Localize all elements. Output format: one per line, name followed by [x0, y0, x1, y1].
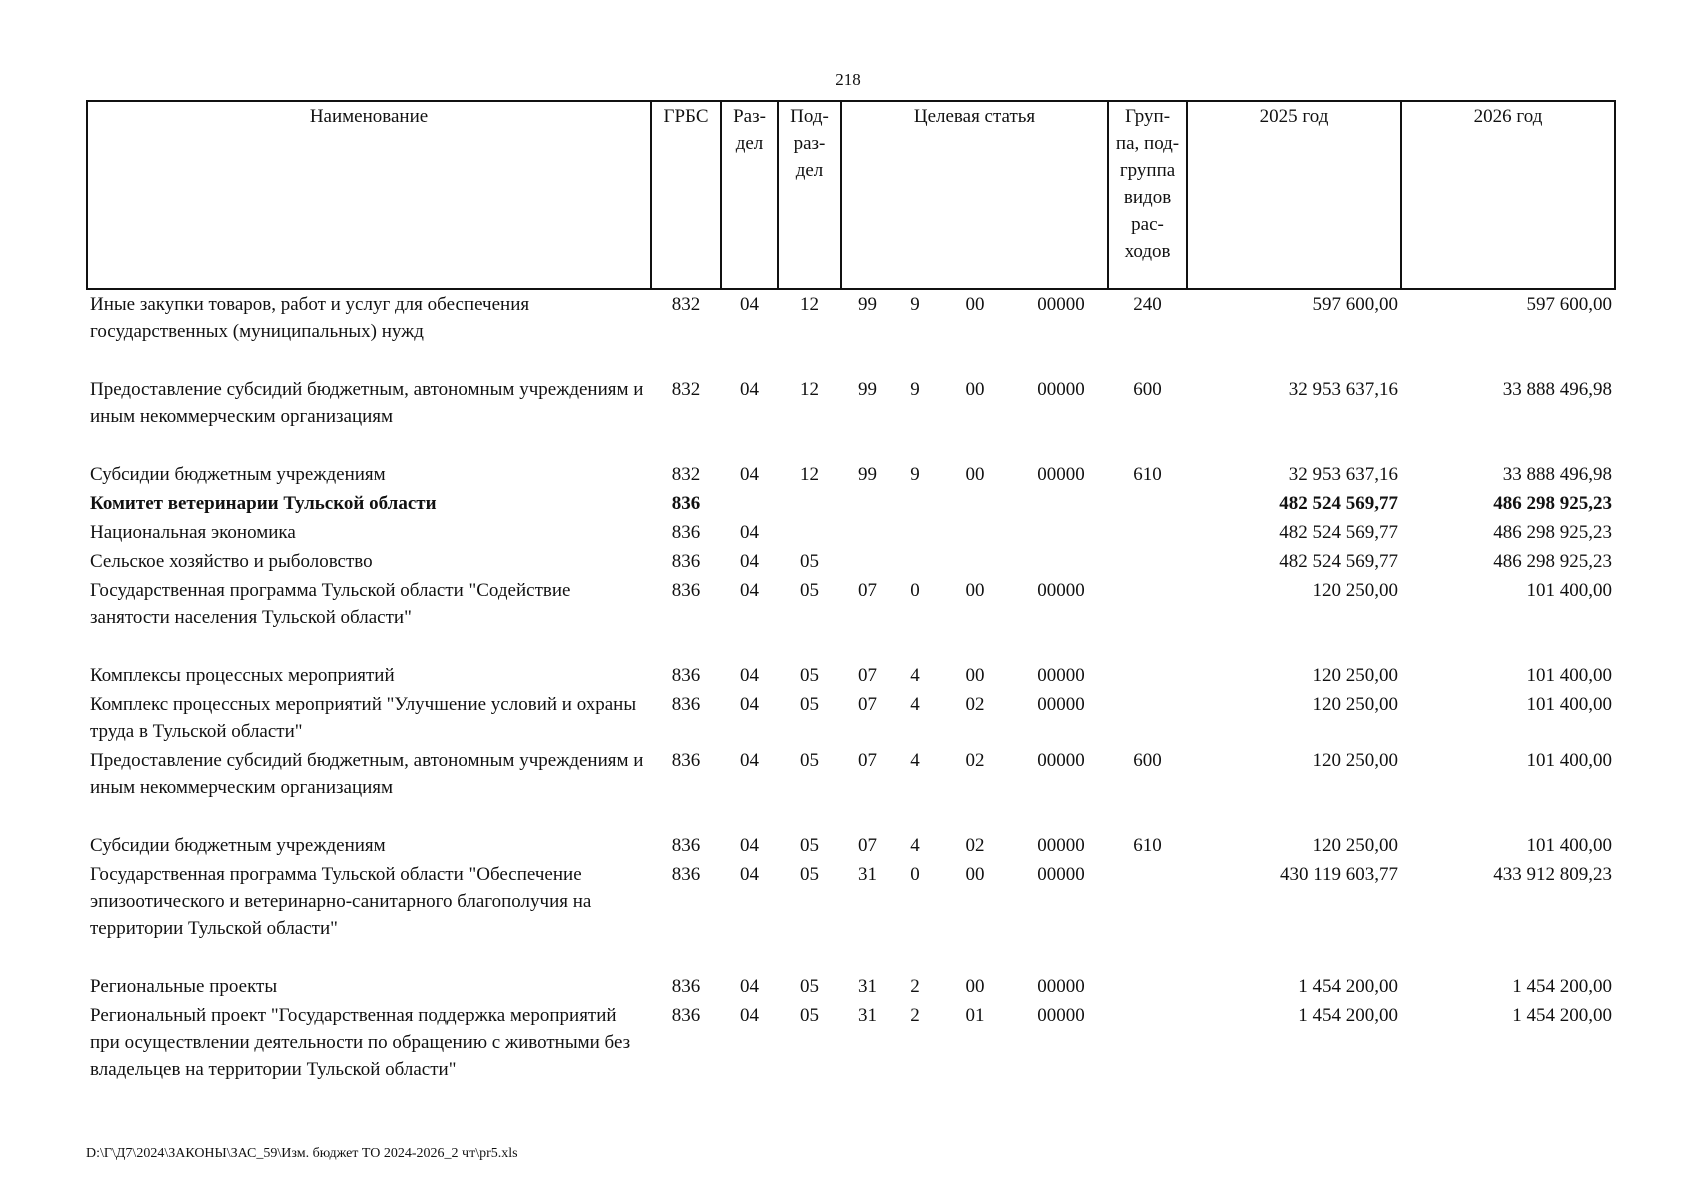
cell-name: Предоставление субсидий бюджетным, автономным учреждениям и иным некоммерческим организациям: [90, 750, 644, 798]
cell-name: Субсидии бюджетным учреждениям: [90, 835, 386, 856]
cell-tselevaya-3: 00: [965, 580, 985, 601]
cell-grbs: 836: [671, 750, 701, 771]
cell-podrazdel: 05: [800, 665, 819, 686]
cell-grbs: 836: [671, 580, 701, 601]
cell-grbs: 836: [671, 493, 701, 514]
cell-2026: 101 400,00: [1526, 750, 1613, 771]
cell-name: Комплекс процессных мероприятий "Улучшение условий и охраны труда в Тульской области": [90, 694, 637, 742]
cell-vid-raskhodov: 610: [1133, 464, 1162, 485]
cell-podrazdel: 05: [800, 551, 819, 572]
cell-name: Предоставление субсидий бюджетным, автономным учреждениям и иным некоммерческим организациям: [90, 379, 644, 427]
cell-tselevaya-1: 07: [858, 580, 877, 601]
table-row: [87, 746, 1615, 831]
cell-vid-raskhodov: [1108, 547, 1187, 576]
cell-2025: 120 250,00: [1312, 580, 1399, 601]
cell-tselevaya-4: [1014, 518, 1108, 547]
cell-grbs: 836: [671, 522, 701, 543]
table-row: [87, 460, 1615, 489]
header-gruppa-vidov-raskhodov: Груп- па, под- группа видов рас- ходов: [1108, 101, 1187, 289]
table-row: [87, 576, 1615, 661]
cell-tselevaya-3: 00: [965, 464, 985, 485]
cell-name: Комплексы процессных мероприятий: [90, 665, 395, 686]
cell-grbs: 836: [671, 864, 701, 885]
cell-podrazdel: 05: [800, 750, 819, 771]
cell-2025: 32 953 637,16: [1288, 464, 1399, 485]
cell-name: Региональный проект "Государственная поддержка мероприятий при осуществлении деятельности по обращению с животными без владельцев на территории Тульской области": [90, 1005, 631, 1080]
cell-grbs: 836: [671, 976, 701, 997]
cell-2025: 1 454 200,00: [1298, 1005, 1399, 1026]
cell-tselevaya-1: 31: [858, 976, 877, 997]
cell-razdel: 04: [740, 379, 759, 400]
cell-2025: 430 119 603,77: [1279, 864, 1399, 885]
cell-2026: 1 454 200,00: [1512, 1005, 1613, 1026]
cell-name: Национальная экономика: [90, 522, 296, 543]
cell-podrazdel: 05: [800, 580, 819, 601]
cell-tselevaya-4: 00000: [1037, 694, 1085, 715]
cell-tselevaya-3: 02: [965, 835, 985, 856]
cell-tselevaya-1: 07: [858, 835, 877, 856]
cell-podrazdel: 12: [800, 294, 819, 315]
table-row: [87, 489, 1615, 518]
cell-podrazdel: 05: [800, 835, 819, 856]
cell-razdel: 04: [740, 580, 759, 601]
table-row: [87, 375, 1615, 460]
cell-tselevaya-1: 31: [858, 864, 877, 885]
header-grbs: ГРБС: [651, 101, 721, 289]
cell-tselevaya-2: 4: [910, 835, 920, 856]
cell-vid-raskhodov: [1108, 576, 1187, 661]
table-row: [87, 289, 1615, 375]
cell-name: Иные закупки товаров, работ и услуг для обеспечения государственных (муниципальных) нужд: [90, 294, 530, 342]
cell-tselevaya-2: 9: [910, 379, 920, 400]
cell-podrazdel: 05: [800, 864, 819, 885]
header-podrazdel: Под- раз- дел: [778, 101, 841, 289]
cell-podrazdel: 12: [800, 379, 819, 400]
cell-tselevaya-3: [936, 489, 1014, 518]
cell-grbs: 836: [671, 665, 701, 686]
cell-podrazdel: [778, 489, 841, 518]
cell-tselevaya-1: 07: [858, 665, 877, 686]
cell-2026: 33 888 496,98: [1502, 464, 1613, 485]
table-row: [87, 831, 1615, 860]
cell-vid-raskhodov: 600: [1133, 379, 1162, 400]
cell-podrazdel: 12: [800, 464, 819, 485]
cell-grbs: 832: [671, 294, 701, 315]
cell-tselevaya-2: 2: [910, 976, 920, 997]
cell-razdel: 04: [740, 864, 759, 885]
cell-2026: 1 454 200,00: [1512, 976, 1613, 997]
table-row: [87, 661, 1615, 690]
cell-tselevaya-1: 99: [858, 294, 877, 315]
cell-podrazdel: 05: [800, 1005, 819, 1026]
cell-grbs: 832: [671, 464, 701, 485]
cell-razdel: 04: [740, 665, 759, 686]
cell-tselevaya-3: 02: [965, 750, 985, 771]
cell-tselevaya-4: 00000: [1037, 665, 1085, 686]
cell-tselevaya-2: [894, 489, 936, 518]
header-tselevaya-statya: Целевая статья: [841, 101, 1108, 289]
cell-vid-raskhodov: [1108, 661, 1187, 690]
cell-tselevaya-3: 00: [965, 976, 985, 997]
cell-tselevaya-2: [894, 547, 936, 576]
cell-tselevaya-2: 0: [910, 580, 920, 601]
cell-razdel: 04: [740, 522, 759, 543]
cell-2025: 120 250,00: [1312, 750, 1399, 771]
cell-2026: 101 400,00: [1526, 665, 1613, 686]
cell-tselevaya-1: 99: [858, 464, 877, 485]
cell-razdel: 04: [740, 464, 759, 485]
cell-vid-raskhodov: [1108, 518, 1187, 547]
cell-2026: 33 888 496,98: [1502, 379, 1613, 400]
cell-podrazdel: 05: [800, 976, 819, 997]
cell-tselevaya-1: 99: [858, 379, 877, 400]
footer-file-path: D:\Г\Д7\2024\ЗАКОНЫ\ЗАС_59\Изм. бюджет ТО 2024-2026_2 чт\pr5.xls: [86, 1146, 518, 1161]
cell-name: Государственная программа Тульской области "Содействие занятости населения Тульской области": [90, 580, 571, 628]
cell-razdel: 04: [740, 694, 759, 715]
cell-tselevaya-4: 00000: [1037, 379, 1085, 400]
cell-grbs: 836: [671, 835, 701, 856]
cell-grbs: 832: [671, 379, 701, 400]
cell-tselevaya-1: 07: [858, 750, 877, 771]
cell-tselevaya-4: 00000: [1037, 1005, 1085, 1026]
cell-tselevaya-1: [841, 518, 894, 547]
cell-tselevaya-3: 00: [965, 665, 985, 686]
cell-vid-raskhodov: [1108, 489, 1187, 518]
cell-tselevaya-3: 00: [965, 294, 985, 315]
cell-tselevaya-4: 00000: [1037, 464, 1085, 485]
cell-tselevaya-2: 4: [910, 750, 920, 771]
cell-podrazdel: [778, 518, 841, 547]
cell-tselevaya-3: 01: [965, 1005, 985, 1026]
cell-tselevaya-2: 9: [910, 464, 920, 485]
cell-2025: 482 524 569,77: [1279, 493, 1399, 514]
table-row: [87, 860, 1615, 972]
cell-tselevaya-3: 00: [965, 379, 985, 400]
cell-tselevaya-2: 0: [910, 864, 920, 885]
cell-tselevaya-1: 31: [858, 1005, 877, 1026]
cell-2025: 32 953 637,16: [1288, 379, 1399, 400]
cell-tselevaya-1: [841, 547, 894, 576]
page-number: 218: [835, 70, 861, 89]
cell-tselevaya-2: 4: [910, 694, 920, 715]
cell-tselevaya-4: 00000: [1037, 580, 1085, 601]
cell-tselevaya-3: 00: [965, 864, 985, 885]
cell-2025: 1 454 200,00: [1298, 976, 1399, 997]
cell-vid-raskhodov: 240: [1133, 294, 1162, 315]
cell-vid-raskhodov: 600: [1133, 750, 1162, 771]
cell-name: Государственная программа Тульской области "Обеспечение эпизоотического и ветеринарно-санитарного благополучия на территории Тульской области": [90, 864, 592, 939]
cell-2025: 120 250,00: [1312, 835, 1399, 856]
cell-tselevaya-4: [1014, 547, 1108, 576]
cell-tselevaya-2: [894, 518, 936, 547]
cell-2026: 486 298 925,23: [1493, 551, 1613, 572]
header-year-2025: 2025 год: [1187, 101, 1401, 289]
cell-vid-raskhodov: [1108, 690, 1187, 746]
table-row: [87, 972, 1615, 1001]
cell-tselevaya-2: 2: [910, 1005, 920, 1026]
cell-tselevaya-4: 00000: [1037, 976, 1085, 997]
header-razdel: Раз- дел: [721, 101, 778, 289]
header-year-2026: 2026 год: [1401, 101, 1615, 289]
table-header-row: [87, 101, 1615, 289]
cell-grbs: 836: [671, 694, 701, 715]
cell-name: Сельское хозяйство и рыболовство: [90, 551, 373, 572]
cell-2026: 101 400,00: [1526, 694, 1613, 715]
cell-grbs: 836: [671, 1005, 701, 1026]
cell-vid-raskhodov: [1108, 1001, 1187, 1084]
cell-vid-raskhodov: [1108, 972, 1187, 1001]
cell-vid-raskhodov: [1108, 860, 1187, 972]
budget-table: [86, 100, 1616, 1084]
cell-name: Региональные проекты: [90, 976, 278, 997]
cell-tselevaya-4: [1014, 489, 1108, 518]
cell-2026: 486 298 925,23: [1493, 493, 1613, 514]
cell-2025: 597 600,00: [1312, 294, 1399, 315]
table-row: [87, 518, 1615, 547]
cell-razdel: [721, 489, 778, 518]
table-row: [87, 1001, 1615, 1084]
cell-tselevaya-4: 00000: [1037, 294, 1085, 315]
cell-tselevaya-3: 02: [965, 694, 985, 715]
cell-tselevaya-2: 9: [910, 294, 920, 315]
cell-tselevaya-4: 00000: [1037, 750, 1085, 771]
table-row: [87, 547, 1615, 576]
cell-grbs: 836: [671, 551, 701, 572]
cell-2026: 486 298 925,23: [1493, 522, 1613, 543]
cell-razdel: 04: [740, 976, 759, 997]
cell-razdel: 04: [740, 750, 759, 771]
cell-tselevaya-3: [936, 547, 1014, 576]
cell-vid-raskhodov: 610: [1133, 835, 1162, 856]
cell-tselevaya-1: 07: [858, 694, 877, 715]
cell-2026: 433 912 809,23: [1493, 864, 1613, 885]
cell-2026: 101 400,00: [1526, 835, 1613, 856]
cell-2026: 101 400,00: [1526, 580, 1613, 601]
cell-name: Субсидии бюджетным учреждениям: [90, 464, 386, 485]
cell-2025: 482 524 569,77: [1279, 522, 1399, 543]
table-row: [87, 690, 1615, 746]
cell-razdel: 04: [740, 1005, 759, 1026]
cell-tselevaya-4: 00000: [1037, 864, 1085, 885]
cell-2026: 597 600,00: [1526, 294, 1613, 315]
cell-razdel: 04: [740, 294, 759, 315]
table-body: [87, 289, 1615, 1084]
cell-2025: 120 250,00: [1312, 665, 1399, 686]
cell-tselevaya-2: 4: [910, 665, 920, 686]
cell-razdel: 04: [740, 551, 759, 572]
cell-razdel: 04: [740, 835, 759, 856]
cell-tselevaya-4: 00000: [1037, 835, 1085, 856]
header-name: Наименование: [87, 101, 651, 289]
cell-name: Комитет ветеринарии Тульской области: [90, 493, 437, 514]
cell-tselevaya-1: [841, 489, 894, 518]
cell-2025: 120 250,00: [1312, 694, 1399, 715]
cell-tselevaya-3: [936, 518, 1014, 547]
cell-podrazdel: 05: [800, 694, 819, 715]
cell-2025: 482 524 569,77: [1279, 551, 1399, 572]
